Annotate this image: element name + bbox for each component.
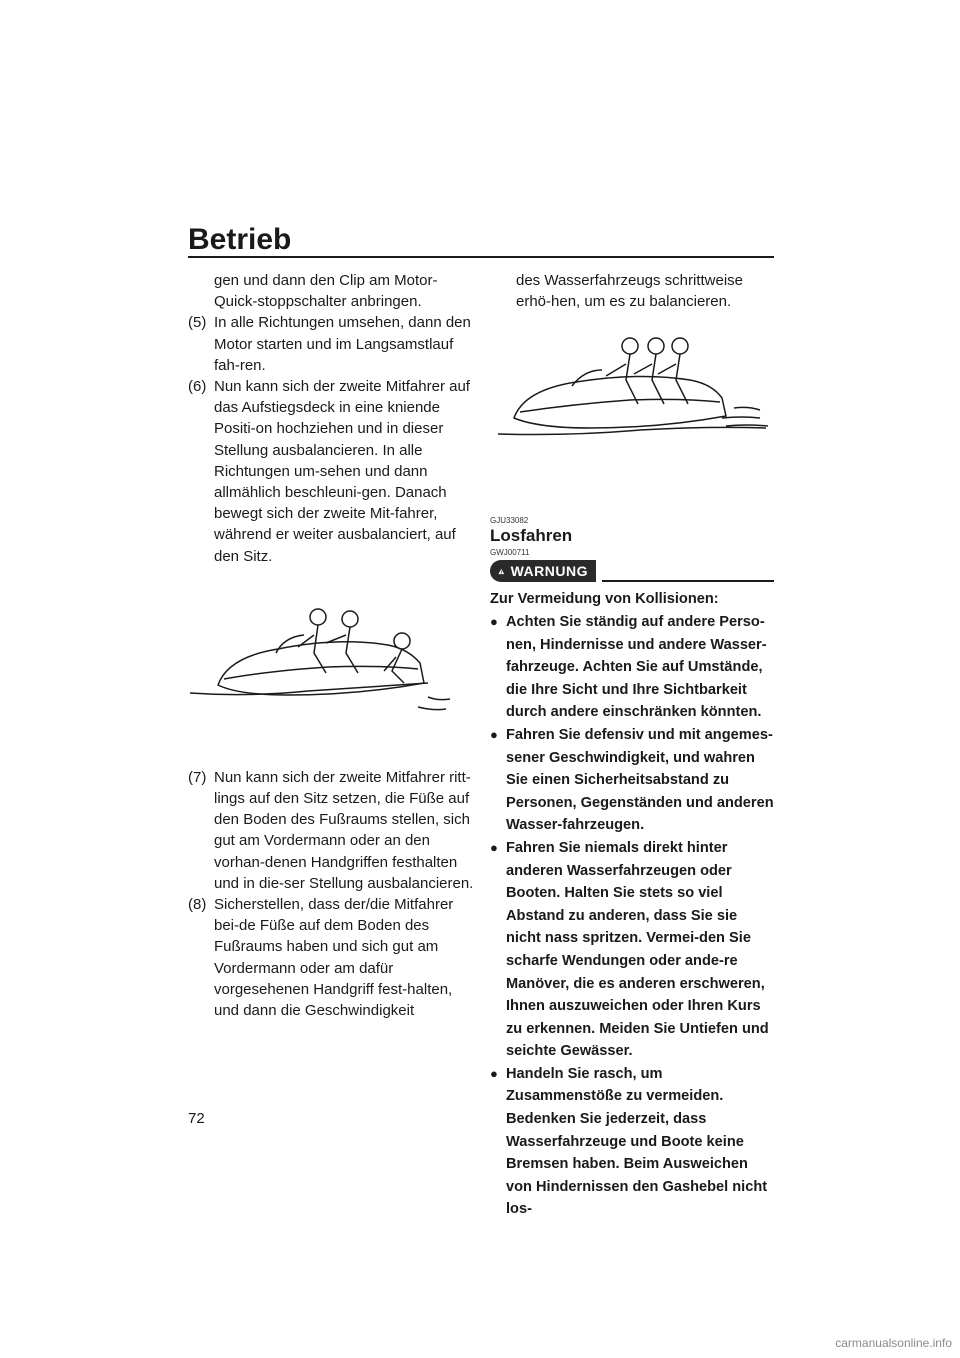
continued-paragraph: des Wasserfahrzeugs schrittweise erhö-hen, um es zu balancieren. <box>516 272 744 311</box>
step-text: In alle Richtungen umsehen, dann den Motor starten und im Langsamstlauf fah-ren. <box>214 314 471 374</box>
list-item <box>188 376 480 567</box>
warning-icon <box>498 564 505 579</box>
warning-rule <box>602 580 774 582</box>
step-text: Sicherstellen, dass der/die Mitfahrer bei-de Füße auf dem Boden des Fußraums haben und sich gut am Vordermann oder am dafür vorgesehenen Handgriff fest-halten, und dann die Geschwindigkeit <box>214 896 454 1020</box>
warning-body <box>490 588 774 1221</box>
bullet-icon: ● <box>490 726 498 742</box>
warning-label: WARNUNG <box>510 562 588 579</box>
bullet-icon: ● <box>490 614 498 629</box>
intro-paragraph: gen und dann den Clip am Motor-Quick-stoppschalter anbringen. <box>214 272 438 311</box>
list-item <box>188 312 480 376</box>
list-item <box>188 894 480 1021</box>
list-item <box>490 724 774 837</box>
step-list-b <box>188 767 480 1021</box>
bullet-text: Handeln Sie rasch, um Zusammenstöße zu vermeiden. Bedenken Sie jederzeit, dass Wasserfahrzeuge und Boote keine Bremsen haben. Beim Ausweichen von Hindernissen den Gashebel nicht los- <box>506 1065 768 1218</box>
list-item <box>490 611 774 724</box>
bullet-text: Fahren Sie defensiv und mit angemes-sener Geschwindigkeit, und wahren Sie einen Sicherheitsabstand zu Personen, Gegenständen und anderen Wasser-fahrzeugen. <box>506 726 774 834</box>
bullet-text: Fahren Sie niemals direkt hinter anderen Wasserfahrzeugen oder Booten. Halten Sie stets so viel Abstand zu anderen, dass Sie sie nicht nass spritzen. Vermei-den Sie scharfe Wendungen oder ande-re Manöver, die es anderen erschweren, Ihnen auszuweichen oder Ihren Kurs zu erkennen. Meiden Sie Untiefen und seichte Gewässer. <box>506 839 769 1060</box>
step-number: (6) <box>188 378 207 396</box>
riding-illustration <box>490 318 774 454</box>
left-column <box>188 270 480 1021</box>
bullet-text: Achten Sie ständig auf andere Perso-nen, Hindernisse und andere Wasser-fahrzeuge. Achten Sie auf Umstände, die Ihre Sicht und Ihre Sichtbarkeit durch andere einschränken könnten. <box>506 614 767 721</box>
warning-intro: Zur Vermeidung von Kollisionen: <box>490 591 719 608</box>
step-number: (8) <box>188 896 207 914</box>
bullet-icon: ● <box>490 1065 498 1081</box>
footer-watermark: carmanualsonline.info <box>835 1336 952 1350</box>
bullet-icon: ● <box>490 839 498 855</box>
page-number: 72 <box>188 1110 205 1127</box>
warning-header <box>490 558 774 582</box>
page-title: Betrieb <box>188 223 292 256</box>
step-number: (5) <box>188 314 207 332</box>
warning-badge <box>490 560 596 582</box>
warning-box <box>490 548 774 1221</box>
section-title: Losfahren <box>490 526 573 546</box>
warning-code: GWJ00711 <box>490 548 530 558</box>
step-number: (7) <box>188 768 207 786</box>
step-list-a <box>188 312 480 566</box>
list-item <box>490 837 774 1063</box>
boarding-illustration <box>188 587 480 737</box>
step-text: Nun kann sich der zweite Mitfahrer auf das Aufstiegsdeck in eine kniende Positi-on hochziehen und in dieser Stellung ausbalancieren. In alle Richtungen um-sehen und dann allmählich beschleuni-gen. Danach bewegt sich der zweite Mit-fahrer, während er weiter ausbalanciert, auf den Sitz. <box>214 378 470 565</box>
section-code: GJU33082 <box>490 516 529 526</box>
list-item <box>490 1063 774 1221</box>
right-column <box>490 270 774 1221</box>
step-text: Nun kann sich der zweite Mitfahrer ritt-lings auf den Sitz setzen, die Füße auf den Boden des Fußraums stellen, sich gut am Vordermann oder an den vorhan-denen Handgriffen festhalten und in die-ser Stellung ausbalancieren. <box>214 768 474 892</box>
list-item <box>188 767 480 894</box>
header-rule <box>188 256 774 258</box>
